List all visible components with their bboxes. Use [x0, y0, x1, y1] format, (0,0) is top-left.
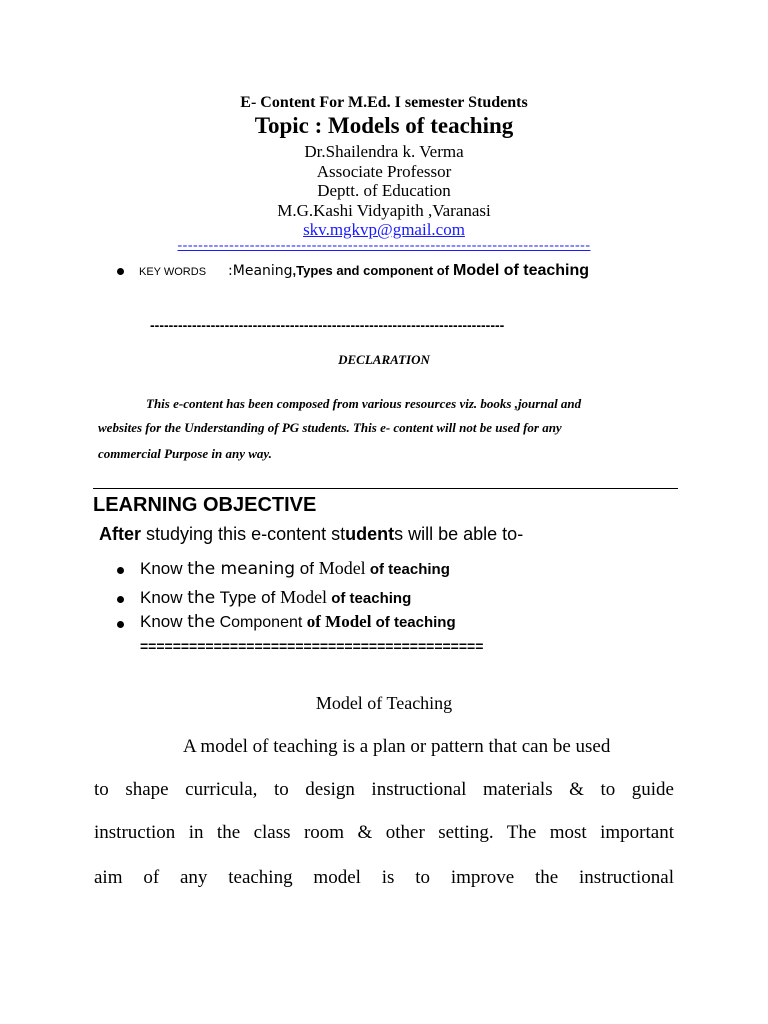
- author-designation: Associate Professor: [316, 162, 452, 181]
- item-2-know: Know: [140, 588, 188, 607]
- item-3-of-teaching: of teaching: [371, 614, 456, 631]
- model-paragraph-line-1: A model of teaching is a plan or pattern that can be used: [183, 736, 611, 757]
- item-2-type-of: Type of: [215, 588, 281, 607]
- keywords-meaning: :Meaning: [228, 263, 293, 279]
- objective-bullet-1: [117, 567, 124, 574]
- model-section-title: Model of Teaching: [315, 693, 453, 713]
- objective-bullet-2: [117, 596, 124, 603]
- item-3-component: Component: [215, 614, 307, 631]
- item-1-the-meaning: the meaning: [187, 559, 296, 579]
- keywords-line: [139, 262, 589, 280]
- author-department: Deptt. of Education: [317, 181, 451, 200]
- author-name: Dr.Shailendra k. Verma: [304, 142, 464, 161]
- item-2-model: Model: [280, 587, 328, 607]
- objective-item-1: [140, 558, 450, 579]
- item-1-of-teaching: of teaching: [365, 561, 450, 578]
- keywords-types: ,Types and component of: [292, 263, 450, 278]
- keywords-model: Model of teaching: [453, 262, 590, 279]
- intro-after: After: [99, 524, 142, 544]
- objective-intro: [99, 524, 523, 545]
- objective-heading: LEARNING OBJECTIVE: [93, 494, 317, 516]
- equals-divider: ==========================================: [140, 638, 484, 654]
- objective-item-3: [140, 612, 456, 632]
- intro-part-2: s will be able to-: [394, 524, 524, 544]
- declaration-line-3: commercial Purpose in any way.: [98, 446, 272, 461]
- item-2-of-teaching: of teaching: [327, 590, 412, 607]
- section-rule: [93, 488, 678, 489]
- model-paragraph-line-4: aim of any teaching model is to improve the instructional: [94, 867, 674, 888]
- blue-divider: --------------------------------------------------------------------------------: [177, 238, 591, 253]
- objective-bullet-3: [117, 621, 124, 628]
- item-1-model: Model: [318, 558, 366, 578]
- item-3-of-model: of Model: [306, 612, 372, 631]
- keywords-bullet: [117, 268, 124, 275]
- item-3-know: Know: [140, 612, 188, 631]
- model-paragraph-line-2: to shape curricula, to design instructional materials & to guide: [94, 779, 674, 800]
- item-1-of: of: [295, 559, 319, 578]
- topic-title: Topic : Models of teaching: [254, 113, 514, 138]
- author-email-link[interactable]: skv.mgkvp@gmail.com: [303, 220, 465, 239]
- intro-udent: udent: [345, 524, 395, 544]
- author-institution: M.G.Kashi Vidyapith ,Varanasi: [277, 201, 491, 220]
- declaration-line-1: This e-content has been composed from various resources viz. books ,journal and: [146, 396, 582, 411]
- objective-item-2: [140, 587, 411, 608]
- dash-divider: ----------------------------------------------------------------------------: [150, 317, 505, 333]
- item-3-the: the: [187, 612, 216, 632]
- keywords-label: KEY WORDS: [139, 266, 207, 278]
- declaration-line-2: websites for the Understanding of PG students. This e- content will not be used for any: [98, 420, 562, 435]
- item-2-the: the: [187, 588, 216, 608]
- intro-part-1: studying this e-content st: [141, 524, 346, 544]
- course-line: E- Content For M.Ed. I semester Students: [240, 94, 528, 111]
- model-paragraph-line-3: instruction in the class room & other setting. The most important: [94, 822, 674, 843]
- declaration-title: DECLARATION: [338, 352, 430, 367]
- item-1-know: Know: [140, 559, 188, 578]
